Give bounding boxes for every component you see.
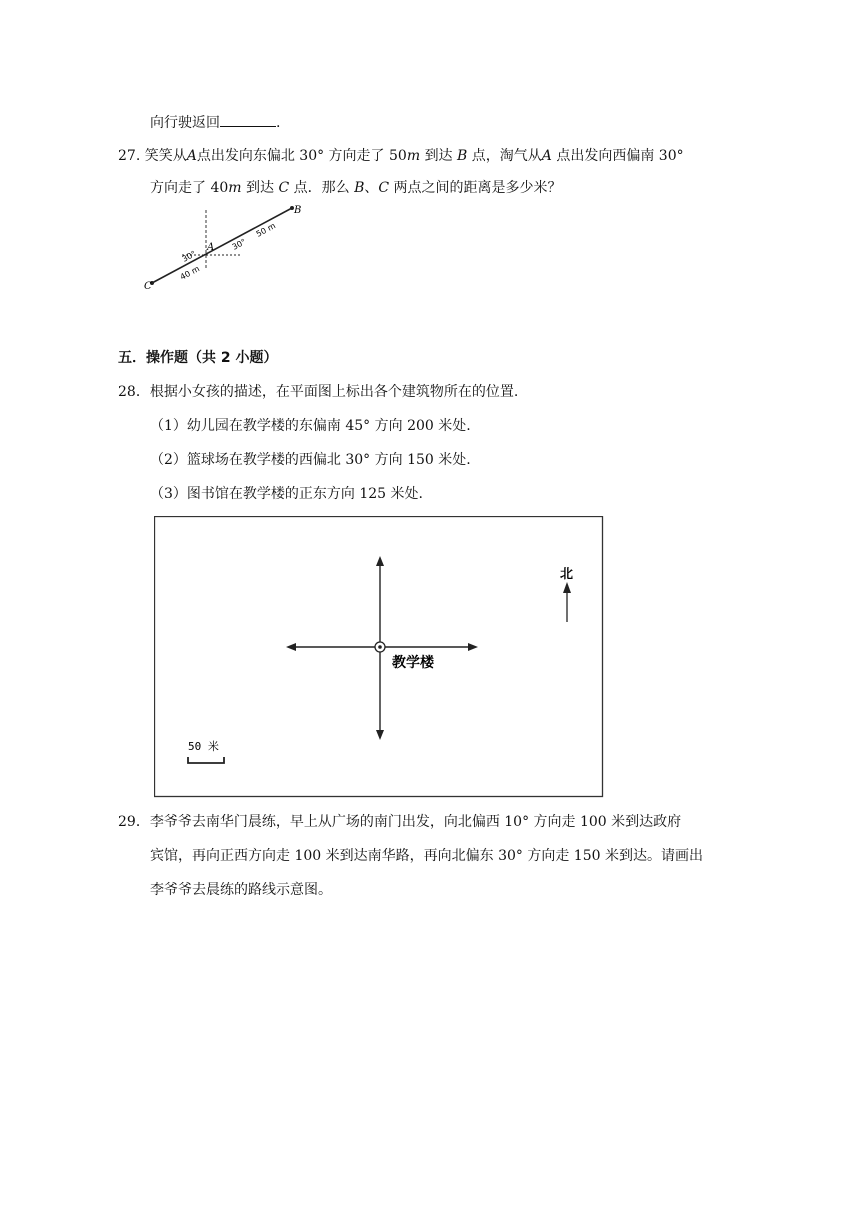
center-dot (378, 645, 382, 649)
q26-tail-end: . (276, 115, 281, 131)
q27-text: 点，淘气从 (471, 148, 542, 164)
q26-tail-text: 向行驶返回 (150, 115, 220, 131)
angle-left-label: 30° (180, 249, 198, 264)
distance-ab-label: 50 m (254, 221, 278, 239)
distance-ac-label: 40 m (178, 264, 202, 282)
q28-text: 根据小女孩的描述，在平面图上标出各个建筑物所在的位置. (149, 384, 519, 400)
q27-text: 笑笑从 (144, 148, 187, 164)
q27-unit: m (406, 148, 421, 164)
q29-line2: 宾馆，再向正西方向走 100 米到达南华路，再向北偏东 30° 方向走 150 米到达。请画出 (150, 848, 703, 864)
q28-number: 28． (118, 384, 150, 400)
q29-text: 李爷爷去南华门晨练，早上从广场的南门出发，向北偏西 10° 方向走 100 米到达政府 (149, 814, 682, 830)
map-frame (155, 517, 603, 797)
q27-line1 (118, 146, 684, 166)
q26-answer-blank[interactable] (220, 112, 276, 127)
q28-item-2: （2）篮球场在教学楼的西偏北 30° 方向 150 米处. (150, 452, 471, 468)
q26-tail (150, 112, 280, 133)
center-label: 教学楼 (392, 655, 434, 671)
q27-point-a: A (541, 148, 552, 164)
q27-text: 点出发向西偏南 30° (556, 148, 684, 164)
label-b: B (294, 205, 302, 216)
q27-text: 点出发向东偏北 30° 方向走了 50 (196, 148, 407, 164)
scale-label: 50 米 (188, 740, 219, 753)
q29-line1 (118, 812, 681, 832)
q27-text: 两点之间的距离是多少米？ (393, 180, 562, 196)
q27-point-b: B (354, 180, 365, 196)
q27-point-a: A (186, 148, 197, 164)
q27-line2 (150, 178, 562, 198)
q29-number: 29． (118, 814, 150, 830)
q27-text: 、 (364, 180, 379, 196)
q27-text: 点．那么 (293, 180, 350, 196)
q27-point-b: B (457, 148, 468, 164)
q28-map[interactable] (154, 516, 604, 798)
label-a: A (207, 242, 215, 253)
north-label: 北 (560, 567, 574, 582)
q29-line3: 李爷爷去晨练的路线示意图。 (150, 882, 332, 898)
q27-number: 27. (118, 148, 141, 164)
label-c: C (144, 281, 152, 292)
q27-text: 方向走了 40 (150, 180, 229, 196)
q28-item-1: （1）幼儿园在教学楼的东偏南 45° 方向 200 米处. (150, 418, 471, 434)
q27-text: 到达 (246, 180, 274, 196)
angle-right-label: 30° (230, 237, 248, 252)
q28-line (118, 382, 518, 402)
q27-figure (140, 200, 400, 340)
segment-cb (152, 208, 292, 283)
q27-point-c: C (278, 180, 290, 196)
q28-item-3: （3）图书馆在教学楼的正东方向 125 米处. (150, 486, 423, 502)
section-title: 五．操作题（共 2 小题） (118, 350, 278, 366)
q27-point-c: C (378, 180, 390, 196)
q27-unit: m (228, 180, 242, 196)
q27-text: 到达 (424, 148, 453, 164)
